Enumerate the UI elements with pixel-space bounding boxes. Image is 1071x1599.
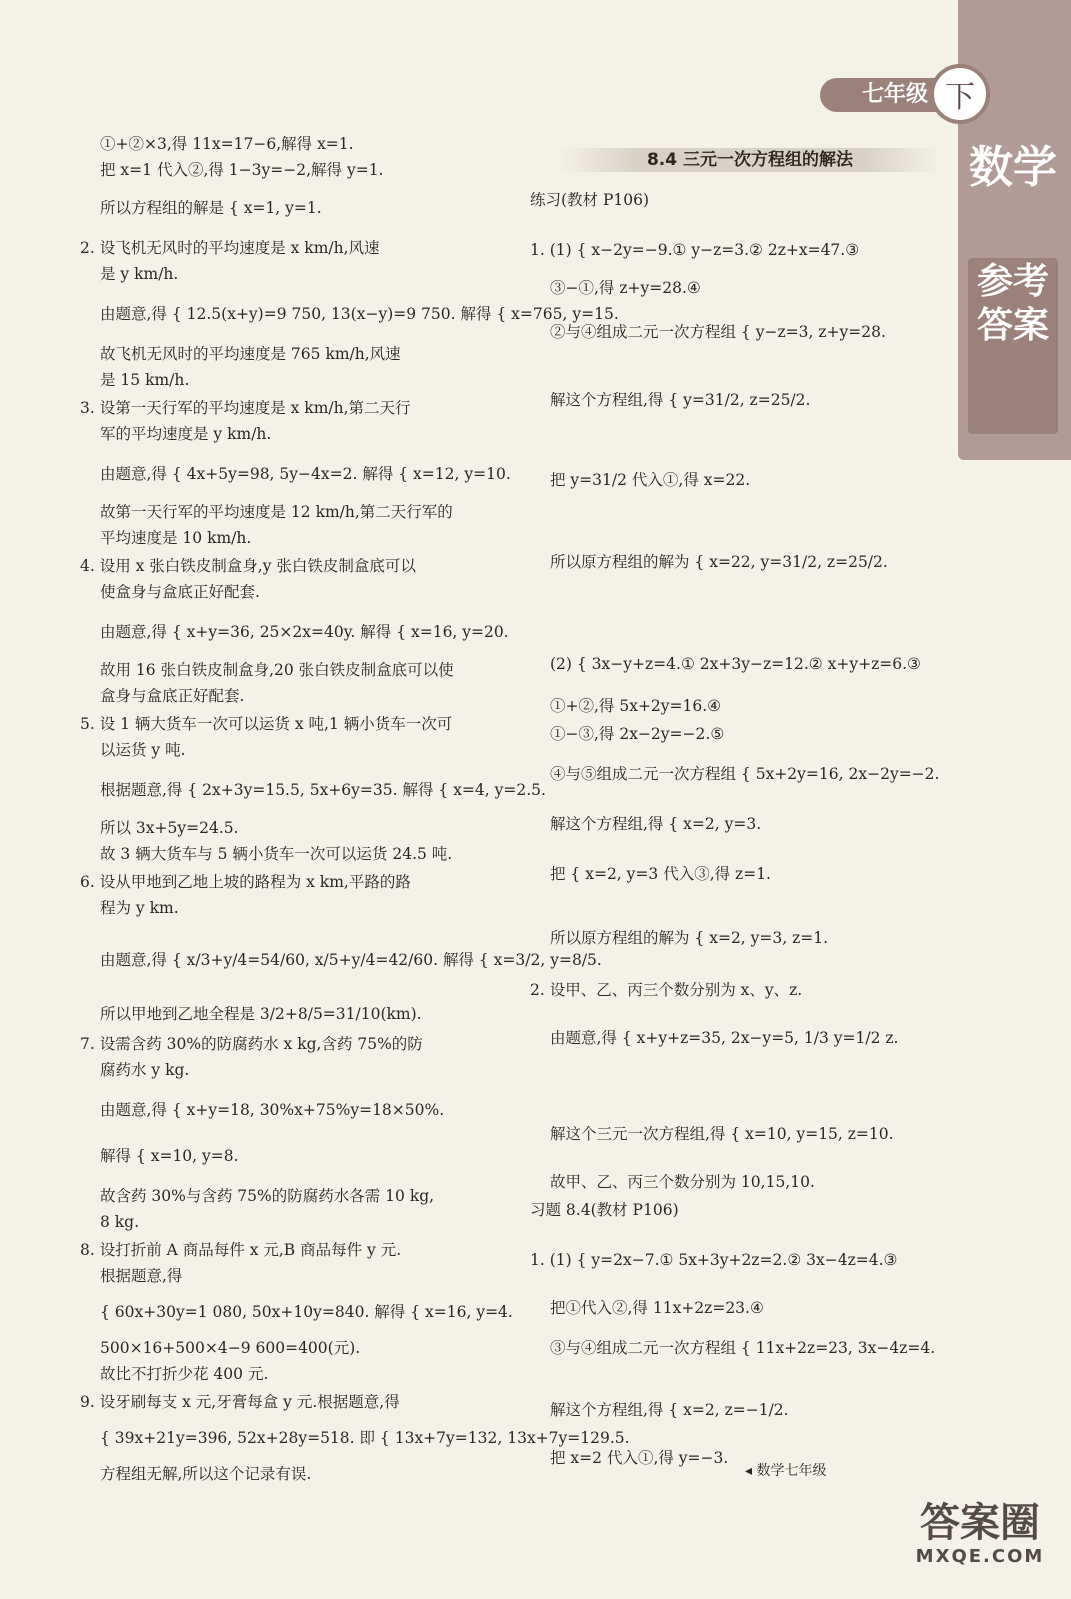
text-line: 腐药水 y kg. bbox=[100, 1061, 190, 1079]
question-9: 9. 设牙刷每支 x 元,牙膏每盒 y 元.根据题意,得 bbox=[80, 1393, 400, 1411]
equation-system: ③与④组成二元一次方程组 { 11x+2z=23, 3x−4z=4. bbox=[550, 1339, 936, 1357]
text-line: 故比不打折少花 400 元. bbox=[100, 1365, 269, 1383]
text-line: 故甲、乙、丙三个数分别为 10,15,10. bbox=[550, 1173, 815, 1191]
text-line: 程为 y km. bbox=[100, 899, 179, 917]
text-line: ①−③,得 2x−2y=−2.⑤ bbox=[550, 725, 725, 743]
text-line: 故用 16 张白铁皮制盒身,20 张白铁皮制盒底可以使 bbox=[100, 661, 454, 679]
equation-system: (2) { 3x−y+z=4.① 2x+3y−z=12.② x+y+z=6.③ bbox=[550, 655, 921, 673]
text-line: 平均速度是 10 km/h. bbox=[100, 529, 252, 547]
equation-system: 由题意,得 { x/3+y/4=54/60, x/5+y/4=42/60. 解得 { x=3/2, y=8/5. bbox=[100, 951, 602, 969]
equation-system: 由题意,得 { x+y+z=35, 2x−y=5, 1/3 y=1/2 z. bbox=[550, 1029, 899, 1047]
question-7: 7. 设需含药 30%的防腐药水 x kg,含药 75%的防 bbox=[80, 1035, 423, 1053]
equation-system: 解这个方程组,得 { x=2, z=−1/2. bbox=[550, 1401, 789, 1419]
equation-system: 根据题意,得 { 2x+3y=15.5, 5x+6y=35. 解得 { x=4, y=2.5. bbox=[100, 781, 546, 799]
equation-system: 由题意,得 { 12.5(x+y)=9 750, 13(x−y)=9 750. 解得 { x=765, y=15. bbox=[100, 305, 619, 323]
exercise-heading: 习题 8.4(教材 P106) bbox=[530, 1201, 679, 1219]
text-line: 把 x=1 代入②,得 1−3y=−2,解得 y=1. bbox=[100, 161, 384, 179]
question-2: 2. 设飞机无风时的平均速度是 x km/h,风速 bbox=[80, 239, 380, 257]
equation-system: 所以原方程组的解为 { x=2, y=3, z=1. bbox=[550, 929, 829, 947]
subject-label: 数学 bbox=[969, 142, 1057, 193]
question-8: 8. 设打折前 A 商品每件 x 元,B 商品每件 y 元. bbox=[80, 1241, 402, 1259]
text-line: 8 kg. bbox=[100, 1213, 140, 1231]
page-footer: ◂ 数学七年级 bbox=[745, 1463, 827, 1479]
text-line: 500×16+500×4−9 600=400(元). bbox=[100, 1339, 361, 1357]
text-line: 使盒身与盒底正好配套. bbox=[100, 583, 260, 601]
exercise-heading: 练习(教材 P106) bbox=[530, 191, 650, 209]
equation-system: 1. (1) { y=2x−7.① 5x+3y+2z=2.② 3x−4z=4.③ bbox=[530, 1251, 898, 1269]
question-3: 3. 设第一天行军的平均速度是 x km/h,第二天行 bbox=[80, 399, 411, 417]
section-title: 8.4 三元一次方程组的解法 bbox=[560, 148, 940, 172]
equation-system: 解这个三元一次方程组,得 { x=10, y=15, z=10. bbox=[550, 1125, 894, 1143]
answers-label: 参考答案 bbox=[968, 258, 1058, 434]
equation-system: ②与④组成二元一次方程组 { y−z=3, z+y=28. bbox=[550, 323, 886, 341]
question-5: 5. 设 1 辆大货车一次可以运货 x 吨,1 辆小货车一次可 bbox=[80, 715, 453, 733]
watermark-url: MXQE.COM bbox=[915, 1546, 1045, 1567]
equation-system: 解得 { x=10, y=8. bbox=[100, 1147, 239, 1165]
equation-system: 解这个方程组,得 { y=31/2, z=25/2. bbox=[550, 391, 811, 409]
grade-label: 七年级 bbox=[820, 78, 970, 112]
text-line: 故第一天行军的平均速度是 12 km/h,第二天行军的 bbox=[100, 503, 453, 521]
equation-system: { 39x+21y=396, 52x+28y=518. 即 { 13x+7y=132, 13x+7y=129.5. bbox=[100, 1429, 630, 1447]
equation-system: { 60x+30y=1 080, 50x+10y=840. 解得 { x=16, y=4. bbox=[100, 1303, 513, 1321]
grade-badge bbox=[820, 64, 1020, 124]
text-line: 盒身与盒底正好配套. bbox=[100, 687, 245, 705]
text-line: 以运货 y 吨. bbox=[100, 741, 186, 759]
text-line: 所以甲地到乙地全程是 3/2+8/5=31/10(km). bbox=[100, 1005, 422, 1023]
text-line: 军的平均速度是 y km/h. bbox=[100, 425, 272, 443]
text-line: 所以 3x+5y=24.5. bbox=[100, 819, 239, 837]
text-line: 所以方程组的解是 { x=1, y=1. bbox=[100, 199, 322, 217]
question-2: 2. 设甲、乙、丙三个数分别为 x、y、z. bbox=[530, 981, 803, 999]
text-line: 是 y km/h. bbox=[100, 265, 179, 283]
text-line: 根据题意,得 bbox=[100, 1267, 183, 1285]
text-line: ①+②×3,得 11x=17−6,解得 x=1. bbox=[100, 135, 354, 153]
footer-label: 数学七年级 bbox=[756, 1463, 827, 1479]
text-line: 故含药 30%与含药 75%的防腐药水各需 10 kg, bbox=[100, 1187, 435, 1205]
equation-system: 所以原方程组的解为 { x=22, y=31/2, z=25/2. bbox=[550, 553, 888, 571]
text-line: ①+②,得 5x+2y=16.④ bbox=[550, 697, 722, 715]
equation-system: 由题意,得 { 4x+5y=98, 5y−4x=2. 解得 { x=12, y=10. bbox=[100, 465, 511, 483]
equation-system: ④与⑤组成二元一次方程组 { 5x+2y=16, 2x−2y=−2. bbox=[550, 765, 940, 783]
question-4: 4. 设用 x 张白铁皮制盒身,y 张白铁皮制盒底可以 bbox=[80, 557, 416, 575]
equation-system: 把 { x=2, y=3 代入③,得 z=1. bbox=[550, 865, 771, 883]
text-line: ③−①,得 z+y=28.④ bbox=[550, 279, 701, 297]
text-line: 把 y=31/2 代入①,得 x=22. bbox=[550, 471, 751, 489]
volume-label: 下 bbox=[930, 64, 990, 124]
text-line: 把①代入②,得 11x+2z=23.④ bbox=[550, 1299, 764, 1317]
equation-system: 解这个方程组,得 { x=2, y=3. bbox=[550, 815, 762, 833]
site-watermark bbox=[900, 1500, 1060, 1590]
equation-system: 1. (1) { x−2y=−9.① y−z=3.② 2z+x=47.③ bbox=[530, 241, 860, 259]
text-line: 把 x=2 代入①,得 y=−3. bbox=[550, 1449, 729, 1467]
text-line: 故飞机无风时的平均速度是 765 km/h,风速 bbox=[100, 345, 401, 363]
text-line: 故 3 辆大货车与 5 辆小货车一次可以运货 24.5 吨. bbox=[100, 845, 453, 863]
watermark-text: 答案圈 bbox=[920, 1500, 1040, 1546]
text-line: 是 15 km/h. bbox=[100, 371, 190, 389]
text-line: 方程组无解,所以这个记录有误. bbox=[100, 1465, 312, 1483]
question-6: 6. 设从甲地到乙地上坡的路程为 x km,平路的路 bbox=[80, 873, 411, 891]
equation-system: 由题意,得 { x+y=36, 25×2x=40y. 解得 { x=16, y=20. bbox=[100, 623, 509, 641]
equation-system: 由题意,得 { x+y=18, 30%x+75%y=18×50%. bbox=[100, 1101, 445, 1119]
